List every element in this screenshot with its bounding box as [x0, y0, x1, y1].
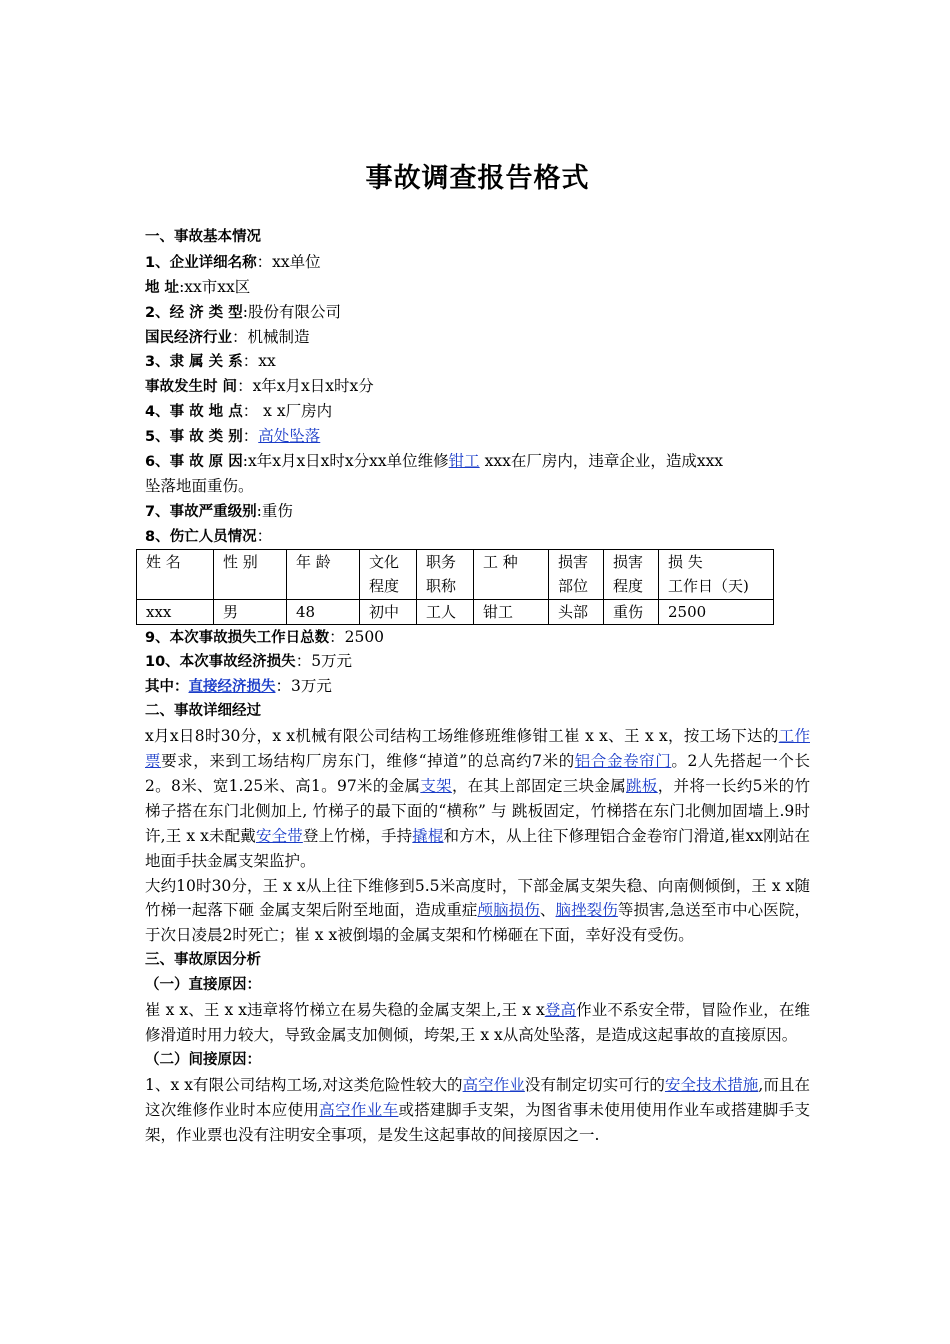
table-header-cell: 职务 职称 [417, 549, 474, 599]
line-accident-cause-cont: 坠落地面重伤。 [145, 476, 254, 495]
line-casualty-heading: 8、伤亡人员情况： [145, 526, 273, 545]
table-cell: 2500 [659, 599, 774, 624]
table-header-cell: 损 失 工作日（天) [659, 549, 774, 599]
link-direct-economic-loss[interactable]: 直接经济损失 [188, 679, 276, 696]
line-industry: 国民经济行业：机械制造 [145, 327, 310, 346]
table-header-row [137, 549, 774, 599]
casualty-table [136, 549, 774, 625]
paragraph-process-1: x月x日8时30分，x x机械有限公司结构工场维修班维修钳工崔 x x、王 x x，按工场下达的工作票要求，来到工场结构厂房东门，维修“掉道”的总高约7米的铝合金卷帘门。2人先搭起一个长2。8米、宽1.25米、高1。97米的金属支架，在其上部固定三块金属跳板，并将一长约5米的竹梯子搭在东门北侧加上, 竹梯子的最下面的“横称” 与 跳板固定，竹梯搭在东门北侧加固墙上.9时许,王 x x未配戴安全带登上竹梯，手持撬棍和方木，从上往下修理铝合金卷帘门滑道,崔xx刚站在地面手扶金属支架监护。 [145, 727, 810, 870]
link-crowbar[interactable]: 撬棍 [412, 826, 444, 845]
section-heading-cause: 三、事故原因分析 [145, 952, 261, 969]
table-header-cell: 损害 部位 [549, 549, 604, 599]
page-title: 事故调查报告格式 [365, 163, 590, 194]
link-climbing[interactable]: 登高 [544, 1001, 577, 1020]
table-cell: 头部 [549, 599, 604, 624]
table-cell: 重伤 [604, 599, 659, 624]
table-cell: 钳工 [474, 599, 549, 624]
line-economic-loss: 10、本次事故经济损失：5万元 [145, 652, 353, 671]
table-cell: 48 [287, 599, 360, 624]
report-body [145, 225, 810, 1148]
link-fall-from-height[interactable]: 高处坠落 [258, 427, 321, 446]
line-lost-workdays-total: 9、本次事故损失工作日总数：2500 [145, 627, 385, 646]
table-cell: 男 [214, 599, 287, 624]
link-work-ticket[interactable]: 工作票 [145, 727, 810, 771]
table-row [137, 599, 774, 624]
subheading-direct-cause: （一）直接原因： [145, 977, 261, 994]
link-aluminum-rolling-door[interactable]: 铝合金卷帘门 [574, 752, 672, 771]
line-direct-loss: 其中：直接经济损失：3万元 [145, 677, 332, 696]
link-safety-belt[interactable]: 安全带 [255, 826, 303, 845]
line-company-name: 1、企业详细名称：xx单位 [145, 252, 321, 271]
paragraph-indirect-cause: 1、x x有限公司结构工场,对这类危险性较大的高空作业没有制定切实可行的安全技术措施,而且在这次维修作业时本应使用高空作业车或搭建脚手支架，为图省事未使用使用作业车或搭建脚手支架，作业票也没有注明安全事项，是发生这起事故的间接原因之一. [145, 1075, 810, 1144]
line-economic-type: 2、经 济 类 型:股份有限公司 [145, 302, 341, 321]
line-address: 地 址:xx市xx区 [145, 277, 251, 296]
table-header-cell: 姓 名 [137, 549, 214, 599]
table-cell: 初中 [360, 599, 417, 624]
table-cell: xxx [137, 599, 214, 624]
section-heading-process: 二、事故详细经过 [145, 703, 261, 720]
link-safety-measures[interactable]: 安全技术措施 [664, 1075, 759, 1094]
line-accident-cause: 6、事 故 原 因:x年x月x日x时x分xx单位维修钳工 xxx在厂房内，违章企业，造成xxx [145, 452, 724, 471]
section-heading-basic: 一、事故基本情况 [145, 229, 261, 245]
link-fitter[interactable]: 钳工 [448, 452, 480, 471]
table-header-cell: 损害 程度 [604, 549, 659, 599]
link-brain-injury[interactable]: 颅脑损伤 [477, 901, 540, 920]
line-severity: 7、事故严重级别:重伤 [145, 501, 293, 520]
link-springboard[interactable]: 跳板 [626, 776, 658, 795]
line-accident-place: 4、事 故 地 点： x x厂房内 [145, 402, 333, 421]
table-header-cell: 性 别 [214, 549, 287, 599]
table-cell: 工人 [417, 599, 474, 624]
subheading-indirect-cause: （二）间接原因： [145, 1051, 261, 1068]
link-brain-contusion[interactable]: 脑挫裂伤 [555, 901, 618, 920]
line-accident-time: 事故发生时 间：x年x月x日x时x分 [145, 377, 374, 396]
paragraph-direct-cause: 崔 x x、王 x x违章将竹梯立在易失稳的金属支架上,王 x x登高作业不系安全带，冒险作业，在维修滑道时用力较大，导致金属支加侧倾，垮架,王 x x从高处坠落，是造成这起事故的直接原因。 [145, 1001, 810, 1044]
paragraph-process-2: 大约10时30分，王 x x从上往下维修到5.5米高度时，下部金属支架失稳、向南侧倾倒，王 x x随竹梯一起落下砸 金属支架后附至地面，造成重症颅脑损伤、脑挫裂伤等损害,急送至市中心医院，于次日凌晨2时死亡；崔 x x被倒塌的金属支架和竹梯砸在下面，幸好没有受伤。 [145, 876, 810, 945]
link-support-frame[interactable]: 支架 [420, 776, 452, 795]
line-affiliation: 3、隶 属 关 系：xx [145, 352, 276, 371]
table-header-cell: 工 种 [474, 549, 549, 599]
table-header-cell: 年 龄 [287, 549, 360, 599]
link-high-altitude-work[interactable]: 高空作业 [462, 1075, 525, 1094]
line-accident-category: 5、事 故 类 别：高处坠落 [145, 427, 321, 446]
link-aerial-work-vehicle[interactable]: 高空作业车 [319, 1100, 399, 1119]
table-header-cell: 文化 程度 [360, 549, 417, 599]
